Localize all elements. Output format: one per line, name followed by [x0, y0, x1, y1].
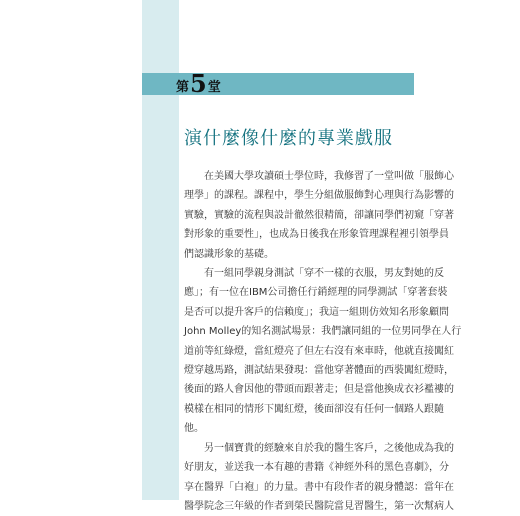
text-line: 對形象的重要性」，也成為日後我在形象管理課程裡引領學員	[184, 229, 449, 241]
chapter-number: 5	[190, 69, 207, 98]
chapter-label	[176, 69, 221, 98]
text-line: 實驗，實驗的流程與設計徹然很精簡，卻讓同學們初窺「穿著	[184, 209, 454, 221]
paragraph	[184, 167, 454, 264]
text-line: 他。	[184, 423, 204, 435]
body-text	[184, 167, 462, 516]
text-line: 們認識形象的基礎。	[184, 248, 274, 260]
text-line: 應」；有一位在IBM公司擔任行銷經理的同學測試「穿著套裝	[184, 287, 448, 299]
text-line: 後面的路人會因他的帶頭而跟著走；但是當他換成衣衫襤褸的	[184, 384, 454, 396]
text-line: 是否可以提升客戶的信賴度」；我這一組則仿效知名形象顧問	[184, 306, 449, 318]
text-line: 有一組同學親身測試「穿不一樣的衣服，男友對她的反	[204, 268, 444, 280]
chapter-suffix: 堂	[207, 80, 221, 95]
paragraph	[184, 439, 454, 516]
text-line: 理學」的課程。課程中，學生分組做服飾對心理與行為影響的	[184, 190, 454, 202]
text-line: 另一個寶貴的經驗來自於我的醫生客戶，之後他成為我的	[204, 442, 454, 454]
text-line: 享在醫界「白袍」的力量。書中有段作者的親身體認：當年在	[184, 481, 454, 493]
text-line: 燈穿越馬路，測試結果發現：當他穿著體面的西裝闖紅燈時，	[184, 365, 454, 377]
text-line: 模樣在相同的情形下闖紅燈，後面卻沒有任何一個路人跟隨	[184, 403, 444, 415]
chapter-prefix: 第	[176, 80, 190, 95]
text-line: 道前等紅綠燈，當紅燈亮了但左右沒有來車時，他就直接闖紅	[184, 345, 454, 357]
text-line: John Molley的知名測試場景：我們讓同組的一位男同學在人行	[184, 326, 462, 338]
paragraph	[184, 264, 462, 439]
text-line: 好朋友，並送我一本有趣的書籍《神經外科的黑色喜劇》，分	[184, 462, 449, 474]
text-line: 在美國大學攻讀碩士學位時，我修習了一堂叫做「服飾心	[204, 171, 454, 182]
text-line: 醫學院念三年級的作者到榮民醫院當見習醫生，第一次幫病人	[184, 500, 454, 512]
chapter-title: 演什麼像什麼的專業戲服	[184, 128, 393, 150]
